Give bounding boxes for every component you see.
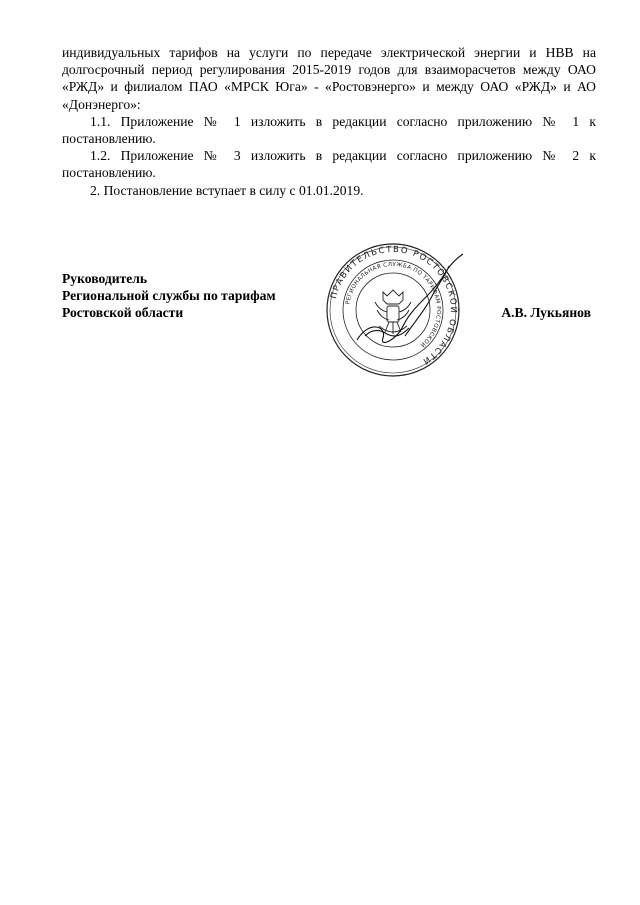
- signer-name: А.В. Лукьянов: [501, 305, 591, 320]
- paragraph-item-2: 2. Постановление вступает в силу с 01.01.2019.: [90, 182, 364, 198]
- signature-block: [62, 270, 276, 321]
- seal-outer-text: ПРАВИТЕЛЬСТВО РОСТОВСКОЙ ОБЛАСТИ: [329, 244, 459, 367]
- signer-position-line3: Ростовской области: [62, 305, 184, 320]
- seal-inner-text: РЕГИОНАЛЬНАЯ СЛУЖБА ПО ТАРИФАМ РОСТОВСКОЙ: [345, 261, 442, 348]
- paragraph-item-1-1: 1.1. Приложение № 1 изложить в редакции согласно приложению № 1 к постановлению.: [62, 113, 596, 147]
- coat-of-arms-icon: [375, 290, 411, 334]
- seal-graphic: [317, 240, 469, 380]
- paragraph-intro: индивидуальных тарифов на услуги по передаче электрической энергии и НВВ на долгосрочный период регулирования 2015-2019 годов для взаиморасчетов между ОАО «РЖД» и филиалом ПАО «МРСК Юга» - «Ростовэнерго» и между ОАО «РЖД» и АО «Донэнерго»:: [62, 45, 596, 112]
- official-seal: [317, 240, 469, 380]
- paragraph-item-1-2: 1.2. Приложение № 3 изложить в редакции согласно приложению № 2 к постановлению.: [62, 148, 596, 181]
- signer-position-line2: Региональной службы по тарифам: [62, 288, 276, 303]
- document-body: [62, 44, 596, 199]
- signer-position-line1: Руководитель: [62, 271, 148, 286]
